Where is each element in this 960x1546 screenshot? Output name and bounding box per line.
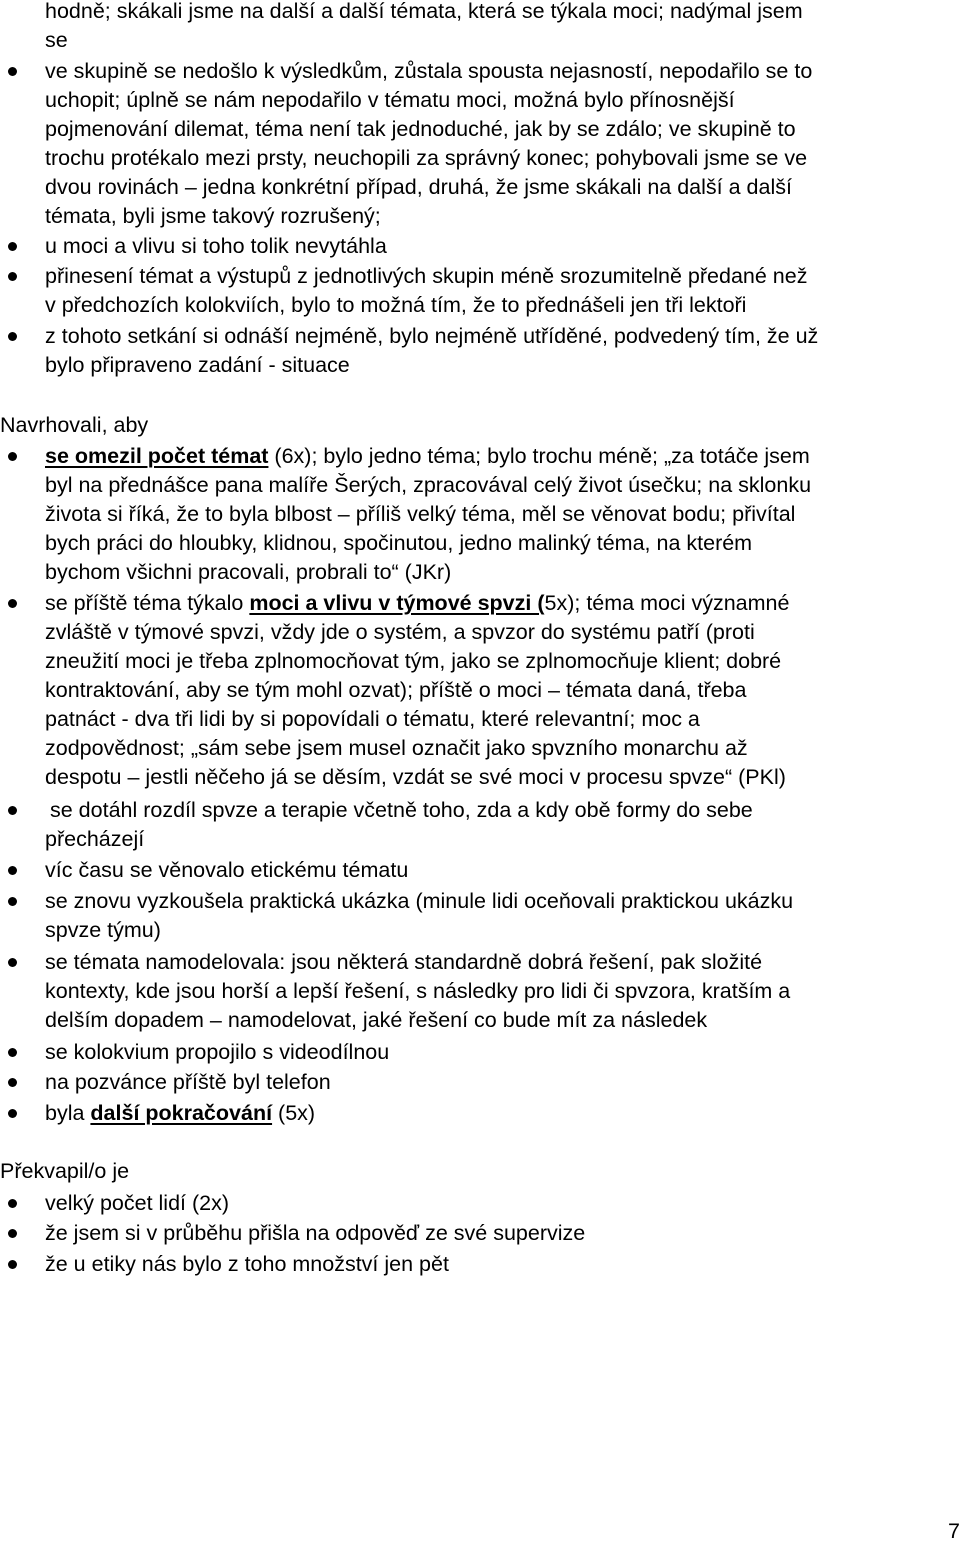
text-line: bychom všichni pracovali, probrali to“ (JKr) bbox=[45, 560, 452, 584]
bullet-icon bbox=[8, 242, 17, 251]
section-heading: Navrhovali, aby bbox=[0, 413, 149, 437]
page-number: 7 bbox=[948, 1519, 960, 1543]
text-line: témata, byli jsme takový rozrušený; bbox=[45, 204, 381, 228]
bullet-icon bbox=[8, 897, 17, 906]
text-line: trochu protékalo mezi prsty, neuchopili za správný konec; pohybovali jsme se ve bbox=[45, 146, 808, 170]
bullet-icon bbox=[8, 599, 17, 608]
bullet-icon bbox=[8, 332, 17, 341]
text-line: se dotáhl rozdíl spvze a terapie včetně toho, zda a kdy obě formy do sebe bbox=[50, 798, 753, 822]
text-line: víc času se věnovalo etickému tématu bbox=[45, 858, 409, 882]
text-line: dvou rovinách – jedna konkrétní případ, druhá, že jsme skákali na další a další bbox=[45, 175, 792, 199]
bullet-icon bbox=[8, 1260, 17, 1269]
text-line: pojmenování dilemat, téma není tak jednoduché, jak by se zdálo; ve skupině to bbox=[45, 117, 796, 141]
underlined-phrase: se omezil počet témat bbox=[45, 444, 269, 468]
text-line: hodně; skákali jsme na další a další témata, která se týkala moci; nadýmal jsem bbox=[45, 0, 803, 23]
bullet-icon bbox=[8, 866, 17, 875]
text-line: života si říká, že to byla blbost – příliš velký téma, měl se věnovat bodu; přivítal bbox=[45, 502, 796, 526]
text-line: v předchozích kolokviích, bylo to možná tím, že to přednášeli jen tři lektoři bbox=[45, 293, 747, 317]
text-line: bych práci do hloubky, klidnou, spočinutou, jedno malinký téma, na kterém bbox=[45, 531, 753, 555]
text-line bbox=[45, 589, 789, 618]
text-line: uchopit; úplně se nám nepodařilo v tématu moci, možná bylo přínosnější bbox=[45, 88, 735, 112]
text-line: byl na přednášce pana malíře Šerých, zpracovával celý život úsečku; na sklonku bbox=[45, 473, 812, 497]
text-line: ve skupině se nedošlo k výsledkům, zůstala spousta nejasností, nepodařilo se to bbox=[45, 59, 813, 83]
bullet-icon bbox=[8, 272, 17, 281]
text-line: přinesení témat a výstupů z jednotlivých skupin méně srozumitelně předané než bbox=[45, 264, 808, 288]
text-line: kontexty, kde jsou horší a lepší řešení, s následky pro lidi či spvzora, kratším a bbox=[45, 979, 791, 1003]
text-span: byla bbox=[45, 1101, 91, 1125]
text-span: (5x) bbox=[272, 1101, 316, 1125]
bullet-icon bbox=[8, 452, 17, 461]
text-line: despotu – jestli něčeho já se děsím, vzdát se své moci v procesu spvze“ (PKl) bbox=[45, 765, 786, 789]
bullet-icon bbox=[8, 1109, 17, 1118]
bullet-icon bbox=[8, 1229, 17, 1238]
text-line: na pozvánce příště byl telefon bbox=[45, 1070, 331, 1094]
text-span: (6x); bylo jedno téma; bylo trochu méně; „za totáče jsem bbox=[268, 444, 810, 468]
text-span: se příště téma týkalo bbox=[45, 591, 250, 615]
bullet-icon bbox=[8, 1078, 17, 1087]
bullet-icon bbox=[8, 67, 17, 76]
text-line: u moci a vlivu si toho tolik nevytáhla bbox=[45, 234, 387, 258]
bullet-icon bbox=[8, 1048, 17, 1057]
text-span: 5x); téma moci významné bbox=[544, 591, 790, 615]
text-line: se znovu vyzkoušela praktická ukázka (minule lidi oceňovali praktickou ukázku bbox=[45, 889, 794, 913]
text-line: delším dopadem – namodelovat, jaké řešení co bude mít za následek bbox=[45, 1008, 708, 1032]
bullet-icon bbox=[8, 1199, 17, 1208]
text-line: velký počet lidí (2x) bbox=[45, 1191, 230, 1215]
bullet-icon bbox=[8, 806, 17, 815]
text-line bbox=[45, 442, 810, 471]
text-line bbox=[45, 1099, 315, 1128]
underlined-phrase: moci a vlivu v týmové spvzi ( bbox=[249, 591, 545, 615]
text-line: že jsem si v průběhu přišla na odpověď ze své supervize bbox=[45, 1221, 586, 1245]
text-line: se témata namodelovala: jsou některá standardně dobrá řešení, pak složité bbox=[45, 950, 763, 974]
text-line: spvze týmu) bbox=[45, 918, 161, 942]
text-line: z tohoto setkání si odnáší nejméně, bylo nejméně utříděné, podvedený tím, že už bbox=[45, 324, 819, 348]
text-line: zodpovědnost; „sám sebe jsem musel označit jako spvzního monarchu až bbox=[45, 736, 748, 760]
text-line: bylo připraveno zadání - situace bbox=[45, 353, 350, 377]
underlined-phrase: další pokračování bbox=[90, 1101, 273, 1125]
text-line: zneužití moci je třeba zplnomocňovat tým, jako se zplnomocňuje klient; dobré bbox=[45, 649, 782, 673]
text-line: se bbox=[45, 28, 68, 52]
text-line: patnáct - dva tři lidi by si popovídali o tématu, které relevantní; moc a bbox=[45, 707, 700, 731]
text-line: se kolokvium propojilo s videodílnou bbox=[45, 1040, 390, 1064]
text-line: zvláště v týmové spvzi, vždy jde o systém, a spvzor do systému patří (proti bbox=[45, 620, 755, 644]
text-line: přecházejí bbox=[45, 827, 145, 851]
text-line: kontraktování, aby se tým mohl ozvat); příště o moci – témata daná, třeba bbox=[45, 678, 747, 702]
section-heading: Překvapil/o je bbox=[0, 1159, 130, 1183]
text-line: že u etiky nás bylo z toho množství jen pět bbox=[45, 1252, 449, 1276]
bullet-icon bbox=[8, 958, 17, 967]
